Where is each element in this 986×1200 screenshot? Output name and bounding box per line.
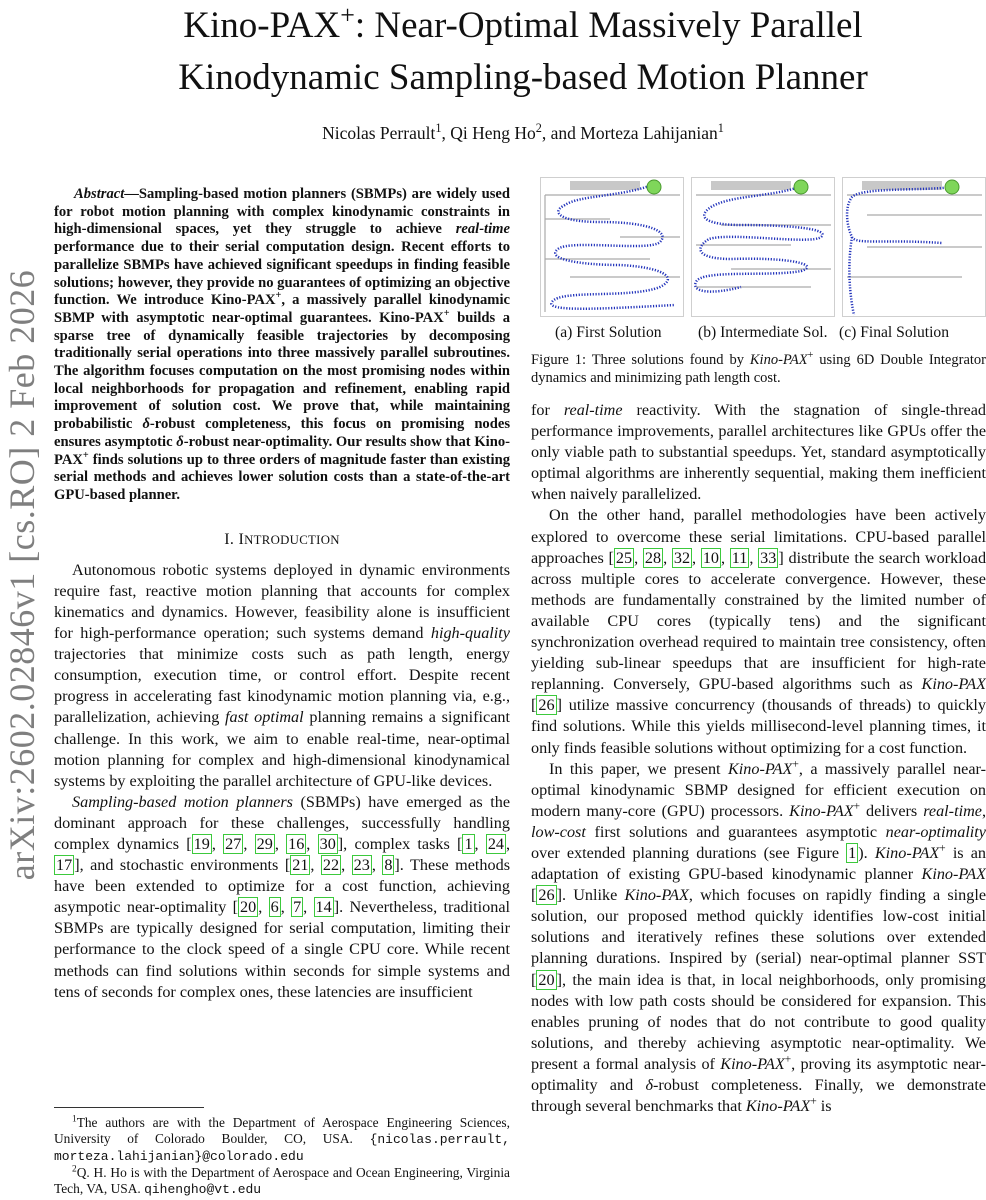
right-paragraph-1: for real-time reactivity. With the stagnation of single-thread performance improvements, parallel architectures like GPUs offer the only viable path to substantial speedups. Yet, standard asymptotically optimal algorithms are inherently sequential, making them inefficient when naively parallelized.: [531, 401, 986, 504]
citation-link[interactable]: 21: [292, 856, 309, 875]
figure-1-caption: Figure 1: Three solutions found by Kino-PAX+ using 6D Double Integrator dynamics and minimizing path length cost.: [531, 350, 986, 386]
paper-title: [60, 0, 986, 104]
citation-link[interactable]: 28: [644, 548, 662, 567]
citation-link[interactable]: 1: [464, 834, 473, 853]
citation-link[interactable]: 14: [315, 898, 332, 917]
citation-link[interactable]: 26: [538, 886, 555, 905]
author-3: Morteza Lahijanian: [580, 123, 718, 143]
footnote-rule: [54, 1107, 204, 1108]
footnotes: [54, 1115, 510, 1198]
citation-link[interactable]: 33: [760, 548, 777, 567]
figure-reference-link[interactable]: 1: [848, 843, 857, 862]
left-column: [54, 186, 510, 1003]
citation-link[interactable]: 6: [270, 898, 279, 917]
author-1: Nicolas Perrault: [322, 123, 436, 143]
figure-panel-final-solution: [842, 177, 986, 317]
intro-paragraph-2: Sampling-based motion planners (SBMPs) have emerged as the dominant approach for these challenges, successfully handling complex dynamics [ 19 , 27 , 29 , 16 , 30 ], complex tasks [ 1 , 24 , 17 ], and stochastic environments [ 21 , 22 , 23 , 8 ]. These methods have been extended to optimize for a cost function, achieving asympotic near-optimality [ 20 , 6 , 7 , 14 ]. Nevertheless, traditional SBMPs are typically designed for serial computation, limiting their performance to the clock speed of a single CPU core. While recent methods can find solutions within seconds for simple systems and tens of seconds for complex ones, these latencies are insufficient: [54, 792, 511, 1001]
title-line-1: Kino-PAX+: Near-Optimal Massively Parallel: [183, 0, 863, 46]
citation-link[interactable]: 23: [353, 856, 370, 875]
arxiv-sidebar: [0, 235, 44, 915]
subcaption-a: (a) First Solution: [555, 324, 662, 341]
title-line-2: Kinodynamic Sampling-based Motion Planner: [178, 57, 868, 98]
citation-link[interactable]: 29: [256, 834, 273, 853]
citation-link[interactable]: 7: [293, 898, 302, 917]
citation-link[interactable]: 10: [702, 548, 720, 567]
citation-link[interactable]: 17: [56, 856, 73, 875]
citation-link[interactable]: 11: [731, 548, 748, 567]
right-paragraph-3: In this paper, we present Kino-PAX+, a massively parallel near-optimal kinodynamic SBMP designed for efficient execution on modern many-core (GPU) processors. Kino-PAX+ delivers real-time, low-cost first solutions and guarantees asymptotic near-optimality over extended planning durations (see Figure 1 ). Kino-PAX+ is an adaptation of existing GPU-based kinodynamic planner Kino-PAX [ 26 ]. Unlike Kino-PAX, which focuses on rapidly finding a single solution, our proposed method quickly identifies low-cost initial solutions and iteratively refines these solutions over extended planning durations. Inspired by (serial) near-optimal planner SST [ 20 ], the main idea is that, in local neighborhoods, only promising nodes with low path costs should be considered for expansion. This enables pruning of nodes that do not contribute to good quality solutions, and thereby achieving asymptotic near-optimality. We present a formal analysis of Kino-PAX+, proving its asymptotic near-optimality and δ-robust completeness. Finally, we demonstrate through several benchmarks that Kino-PAX+ is: [531, 758, 986, 1116]
citation-link[interactable]: 16: [288, 834, 305, 853]
citation-link[interactable]: 32: [673, 548, 691, 567]
figure-panel-first-solution: [540, 177, 684, 317]
subcaption-b: (b) Intermediate Sol.: [698, 324, 828, 341]
figure-1: [540, 177, 986, 317]
citation-link[interactable]: 19: [193, 834, 210, 853]
citation-link[interactable]: 24: [487, 834, 505, 853]
right-paragraph-2: On the other hand, parallel methodologies have been actively explored to overcome these serial limitations. CPU-based parallel approaches [ 25 , 28 , 32 , 10 , 11 , 33 ] distribute the search workload across multiple cores to accelerate convergence. However, these methods are fundamentally constrained by the limited number of available CPU cores (typically tens) and the significant synchronization overhead required to maintain tree consistency, often yielding sub-linear speedups that are insufficient for high-rate replanning. Conversely, GPU-based algorithms such as Kino-PAX [ 26 ] utilize massive concurrency (thousands of threads) to quickly find solutions. While this yields millisecond-level planning times, it only finds feasible solutions without optimizing for a cost function.: [531, 506, 986, 757]
citation-link[interactable]: 22: [322, 856, 340, 875]
author-2: Qi Heng Ho: [450, 123, 536, 143]
citation-link[interactable]: 8: [384, 856, 393, 875]
section-heading-introduction: I. INTRODUCTION: [224, 530, 340, 548]
email-link[interactable]: {nicolas.perrault, morteza.lahijanian}@colorado.edu: [54, 1132, 510, 1165]
citation-link[interactable]: 25: [615, 548, 633, 567]
figure-panel-intermediate-solution: [691, 177, 835, 317]
abstract: Abstract—Sampling-based motion planners (SBMPs) are widely used for robot motion planning with complex kinodynamic constraints in high-dimensional spaces, yet they struggle to achieve real-time performance due to their serial computation design. Recent efforts to parallelize SBMPs have achieved significant speedups in finding feasible solutions; however, they provide no guarantees of optimizing an objective function. We introduce Kino-PAX+, a massively parallel kinodynamic SBMP with asymptotic near-optimal guarantees. Kino-PAX+ builds a sparse tree of dynamically feasible trajectories by decomposing traditionally serial operations into three massively parallel subroutines. The algorithm focuses computation on the most promising nodes within local neighborhoods for propagation and refinement, enabling rapid improvement of solution cost. We prove that, while maintaining probabilistic δ-robust completeness, this focus on promising nodes ensures asymptotic δ-robust near-optimality. Our results show that Kino-PAX+ finds solutions up to three orders of magnitude faster than existing serial methods and achieves lower solution costs than a state-of-the-art GPU-based planner.: [54, 186, 511, 503]
right-column: [531, 400, 986, 1117]
footnote-1: $^1$The authors are with the Department of Aerospace Engineering Sciences, University of Colorado Boulder, CO, USA. {nicolas.perrault, morteza.lahijanian}@colorado.edu: [54, 1114, 510, 1165]
citation-link[interactable]: 26: [538, 696, 555, 715]
intro-paragraph-1: Autonomous robotic systems deployed in dynamic environments require fast, reactive motion planning that accounts for complex kinematics and dynamics. However, feasibility alone is insufficient for high-performance operation; such systems demand high-quality trajectories that minimize costs such as path length, energy consumption, execution time, or control effort. Despite recent progress in accelerating fast kinodynamic motion planning via, e.g., parallelization, achieving fast optimal planning remains a significant challenge. In this work, we aim to enable real-time, near-optimal motion planning for complex and high-dimensional kinodynamical systems by exploiting the parallel architecture of GPU-like devices.: [54, 560, 510, 790]
email-link[interactable]: qihengho@vt.edu: [144, 1182, 262, 1198]
citation-link[interactable]: 20: [240, 898, 257, 917]
arxiv-identifier[interactable]: arXiv:2602.02846v1 [cs.RO] 2 Feb 2026: [2, 269, 42, 881]
citation-link[interactable]: 20: [538, 970, 555, 989]
citation-link[interactable]: 27: [225, 834, 242, 853]
citation-link[interactable]: 30: [319, 834, 336, 853]
subcaption-c: (c) Final Solution: [839, 324, 950, 341]
footnote-2: $^2$Q. H. Ho is with the Department of Aerospace and Ocean Engineering, Virginia Tech, VA, USA. qihengho@vt.edu: [54, 1164, 510, 1198]
author-list: Nicolas Perrault$^1$, Qi Heng Ho$^2$, and Morteza Lahijanian$^1$: [322, 121, 724, 143]
